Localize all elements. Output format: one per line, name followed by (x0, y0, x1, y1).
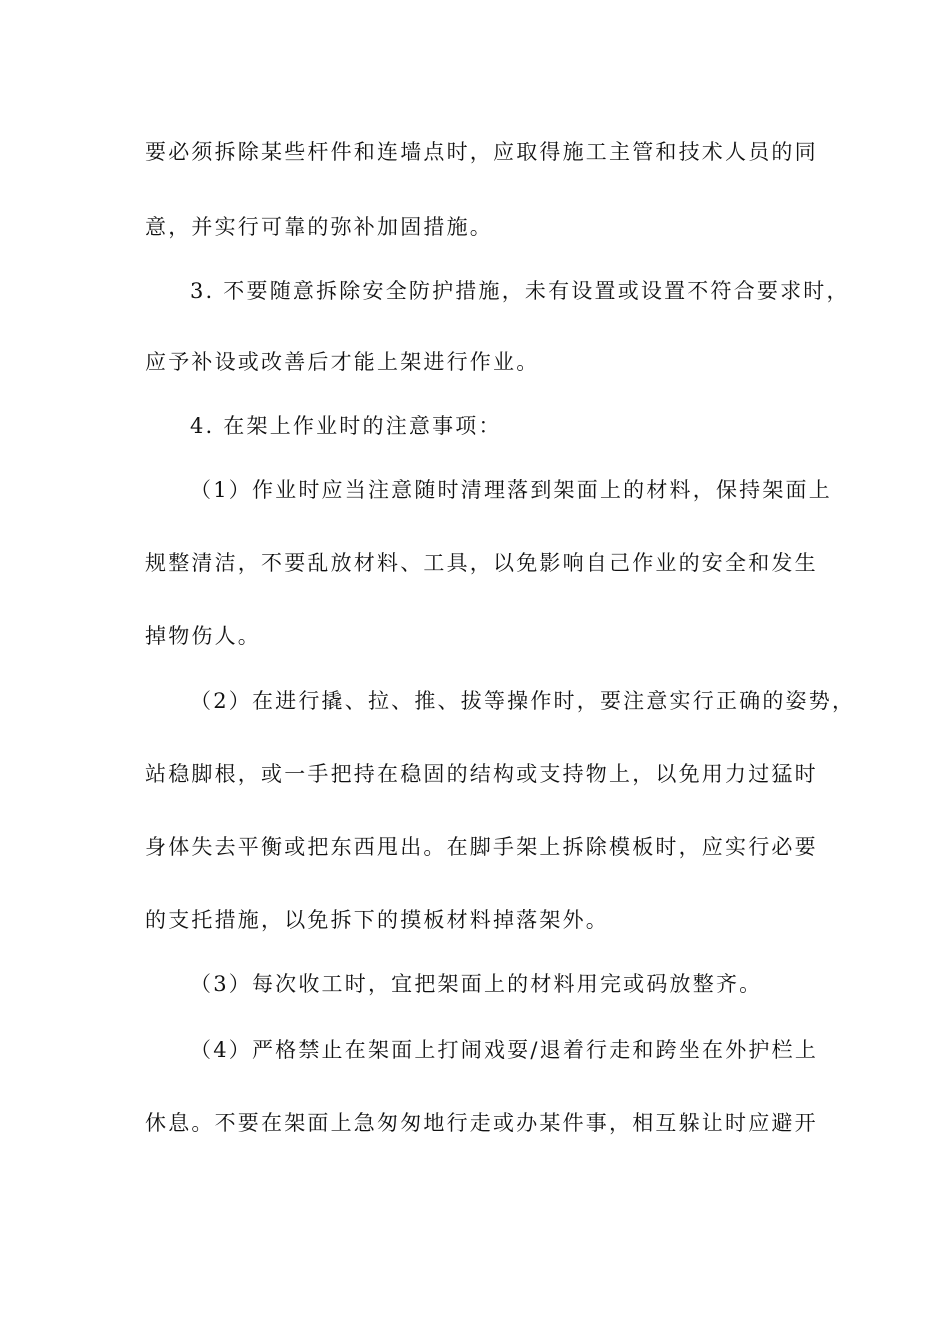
item-3: （3）每次收工时，宜把架面上的材料用完或码放整齐。 (190, 972, 763, 996)
text-line: 身体失去平衡或把东西甩出。在脚手架上拆除模板时，应实行必要 (145, 835, 818, 859)
text-line: 休息。不要在架面上急匆匆地行走或办某件事，相互躲让时应避开 (145, 1111, 818, 1135)
text-line: 规整清洁，不要乱放材料、工具，以免影响自己作业的安全和发生 (145, 551, 818, 575)
text-line: 站稳脚根，或一手把持在稳固的结构或支持物上，以免用力过猛时 (145, 762, 818, 786)
item-2-start: （2）在进行撬、拉、推、拔等操作时，要注意实行正确的姿势， (190, 689, 856, 713)
paragraph-4-heading: 4. 在架上作业时的注意事项： (190, 414, 502, 438)
paragraph-3-start: 3. 不要随意拆除安全防护措施，未有设置或设置不符合要求时， (190, 279, 850, 303)
item-4-start: （4）严格禁止在架面上打闹戏耍/退着行走和跨坐在外护栏上 (190, 1038, 819, 1062)
text-line: 应予补设或改善后才能上架进行作业。 (145, 350, 540, 374)
text-line: 掉物伤人。 (145, 624, 261, 648)
item-1-start: （1）作业时应当注意随时清理落到架面上的材料，保持架面上 (190, 478, 832, 502)
text-line: 意，并实行可靠的弥补加固措施。 (145, 215, 493, 239)
text-line: 要必须拆除某些杆件和连墙点时，应取得施工主管和技术人员的同 (145, 140, 818, 164)
text-line: 的支托措施，以免拆下的摸板材料掉落架外。 (145, 908, 609, 932)
